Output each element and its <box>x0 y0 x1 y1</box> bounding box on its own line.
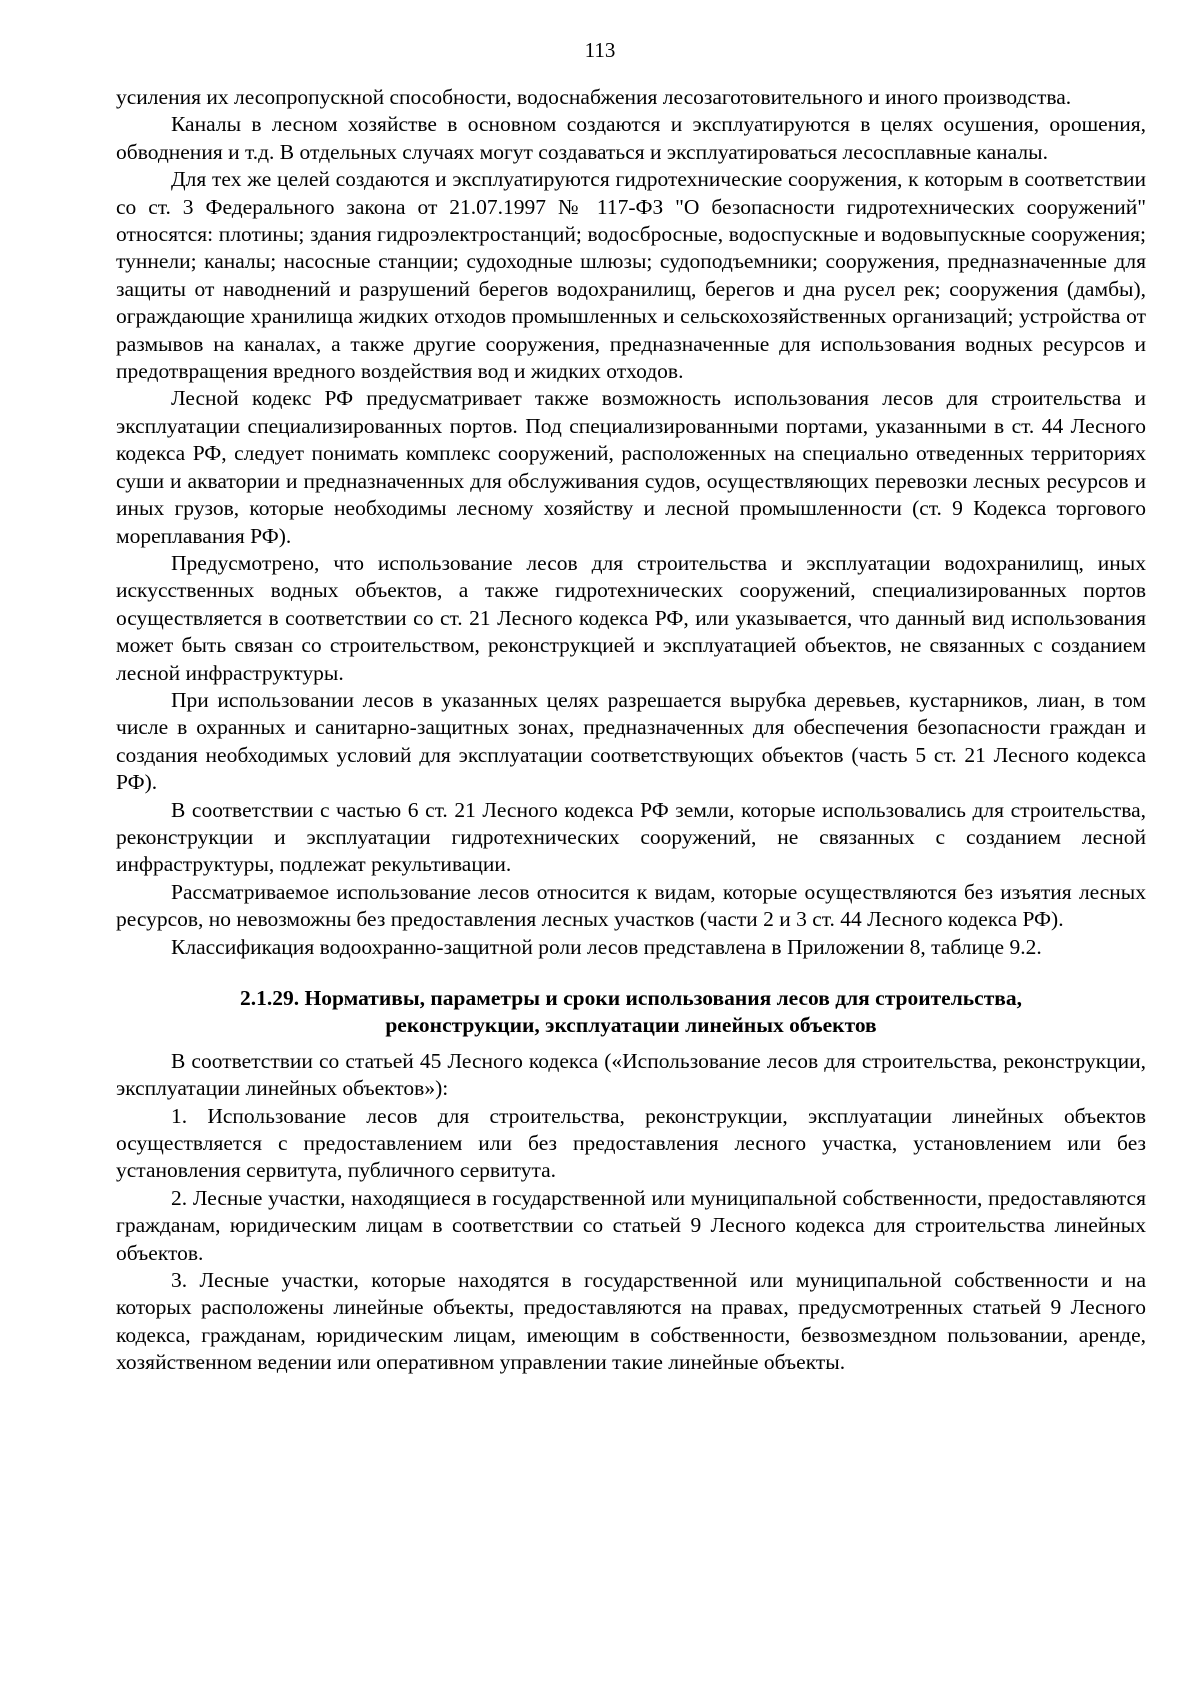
paragraph: В соответствии со статьей 45 Лесного кодекса («Использование лесов для строительства, реконструкции, эксплуатации линейных объектов»): <box>116 1048 1146 1101</box>
page-number: 113 <box>584 38 616 62</box>
paragraph: Для тех же целей создаются и эксплуатируются гидротехнические сооружения, к которым в соответствии со ст. 3 Федерального закона от 21.07.1997 № 117-ФЗ "О безопасности гидротехнических сооружений" относятся: плотины; здания гидроэлектростанций; водосбросные, водоспускные и водовыпускные сооружения; туннели; каналы; насосные станции; судоходные шлюзы; судоподъемники; сооружения, предназначенные для защиты от наводнений и разрушений берегов водохранилищ, берегов и дна русел рек; сооружения (дамбы), ограждающие хранилища жидких отходов промышленных и сельскохозяйственных организаций; устройства от размывов на каналах, а также другие сооружения, предназначенные для использования водных ресурсов и предотвращения вредного воздействия вод и жидких отходов. <box>116 167 1146 384</box>
paragraph: Классификация водоохранно-защитной роли лесов представлена в Приложении 8, таблице 9.2. <box>171 934 1042 959</box>
paragraph: В соответствии с частью 6 ст. 21 Лесного кодекса РФ земли, которые использовались для строительства, реконструкции и эксплуатации гидротехнических сооружений, не связанных с созданием лесной инфраструктуры, подлежат рекультивации. <box>116 797 1146 877</box>
paragraph: Рассматриваемое использование лесов относится к видам, которые осуществляются без изъятия лесных ресурсов, но невозможны без предоставления лесных участков (части 2 и 3 ст. 44 Лесного кодекса РФ). <box>116 879 1146 932</box>
paragraph: Предусмотрено, что использование лесов для строительства и эксплуатации водохранилищ, иных искусственных водных объектов, а также гидротехнических сооружений, специализированных портов осуществляется в соответствии со ст. 21 Лесного кодекса РФ, или указывается, что данный вид использования может быть связан со строительством, реконструкцией и эксплуатацией объектов, не связанных с созданием лесной инфраструктуры. <box>116 550 1146 685</box>
paragraph: При использовании лесов в указанных целях разрешается вырубка деревьев, кустарников, лиан, в том числе в охранных и санитарно-защитных зонах, предназначенных для обеспечения безопасности граждан и создания необходимых условий для эксплуатации соответствующих объектов (часть 5 ст. 21 Лесного кодекса РФ). <box>116 687 1146 795</box>
document-body <box>116 84 1146 1377</box>
section-heading-line-1: 2.1.29. Нормативы, параметры и сроки использования лесов для строительства, <box>239 986 1022 1010</box>
paragraph: Лесной кодекс РФ предусматривает также возможность использования лесов для строительства и эксплуатации специализированных портов. Под специализированными портами, указанными в ст. 44 Лесного кодекса РФ, следует понимать комплекс сооружений, расположенных на специально отведенных территориях суши и акватории и предназначенных для обслуживания судов, осуществляющих перевозки лесных ресурсов и иных грузов, которые необходимы лесному хозяйству и лесной промышленности (ст. 9 Кодекса торгового мореплавания РФ). <box>116 386 1146 548</box>
paragraph: 3. Лесные участки, которые находятся в государственной или муниципальной собственности и на которых расположены линейные объекты, предоставляются на правах, предусмотренных статьей 9 Лесного кодекса, гражданам, юридическим лицам, имеющим в собственности, безвозмездном пользовании, аренде, хозяйственном ведении или оперативном управлении такие линейные объекты. <box>116 1268 1146 1375</box>
paragraph: усиления их лесопропускной способности, водоснабжения лесозаготовительного и иного производства. <box>116 85 1072 109</box>
paragraph: 2. Лесные участки, находящиеся в государственной или муниципальной собственности, предоставляются гражданам, юридическим лицам в соответствии со статьей 9 Лесного кодекса для строительства линейных объектов. <box>116 1185 1146 1265</box>
paragraph: Каналы в лесном хозяйстве в основном создаются и эксплуатируются в целях осушения, орошения, обводнения и т.д. В отдельных случаях могут создаваться и эксплуатироваться лесосплавные каналы. <box>116 112 1146 164</box>
paragraph: 1. Использование лесов для строительства, реконструкции, эксплуатации линейных объектов осуществляется с предоставлением или без предоставления лесного участка, установлением или без установления сервитута, публичного сервитута. <box>116 1103 1146 1183</box>
section-heading <box>116 985 1146 1040</box>
section-heading-line-2: реконструкции, эксплуатации линейных объектов <box>385 1013 877 1038</box>
